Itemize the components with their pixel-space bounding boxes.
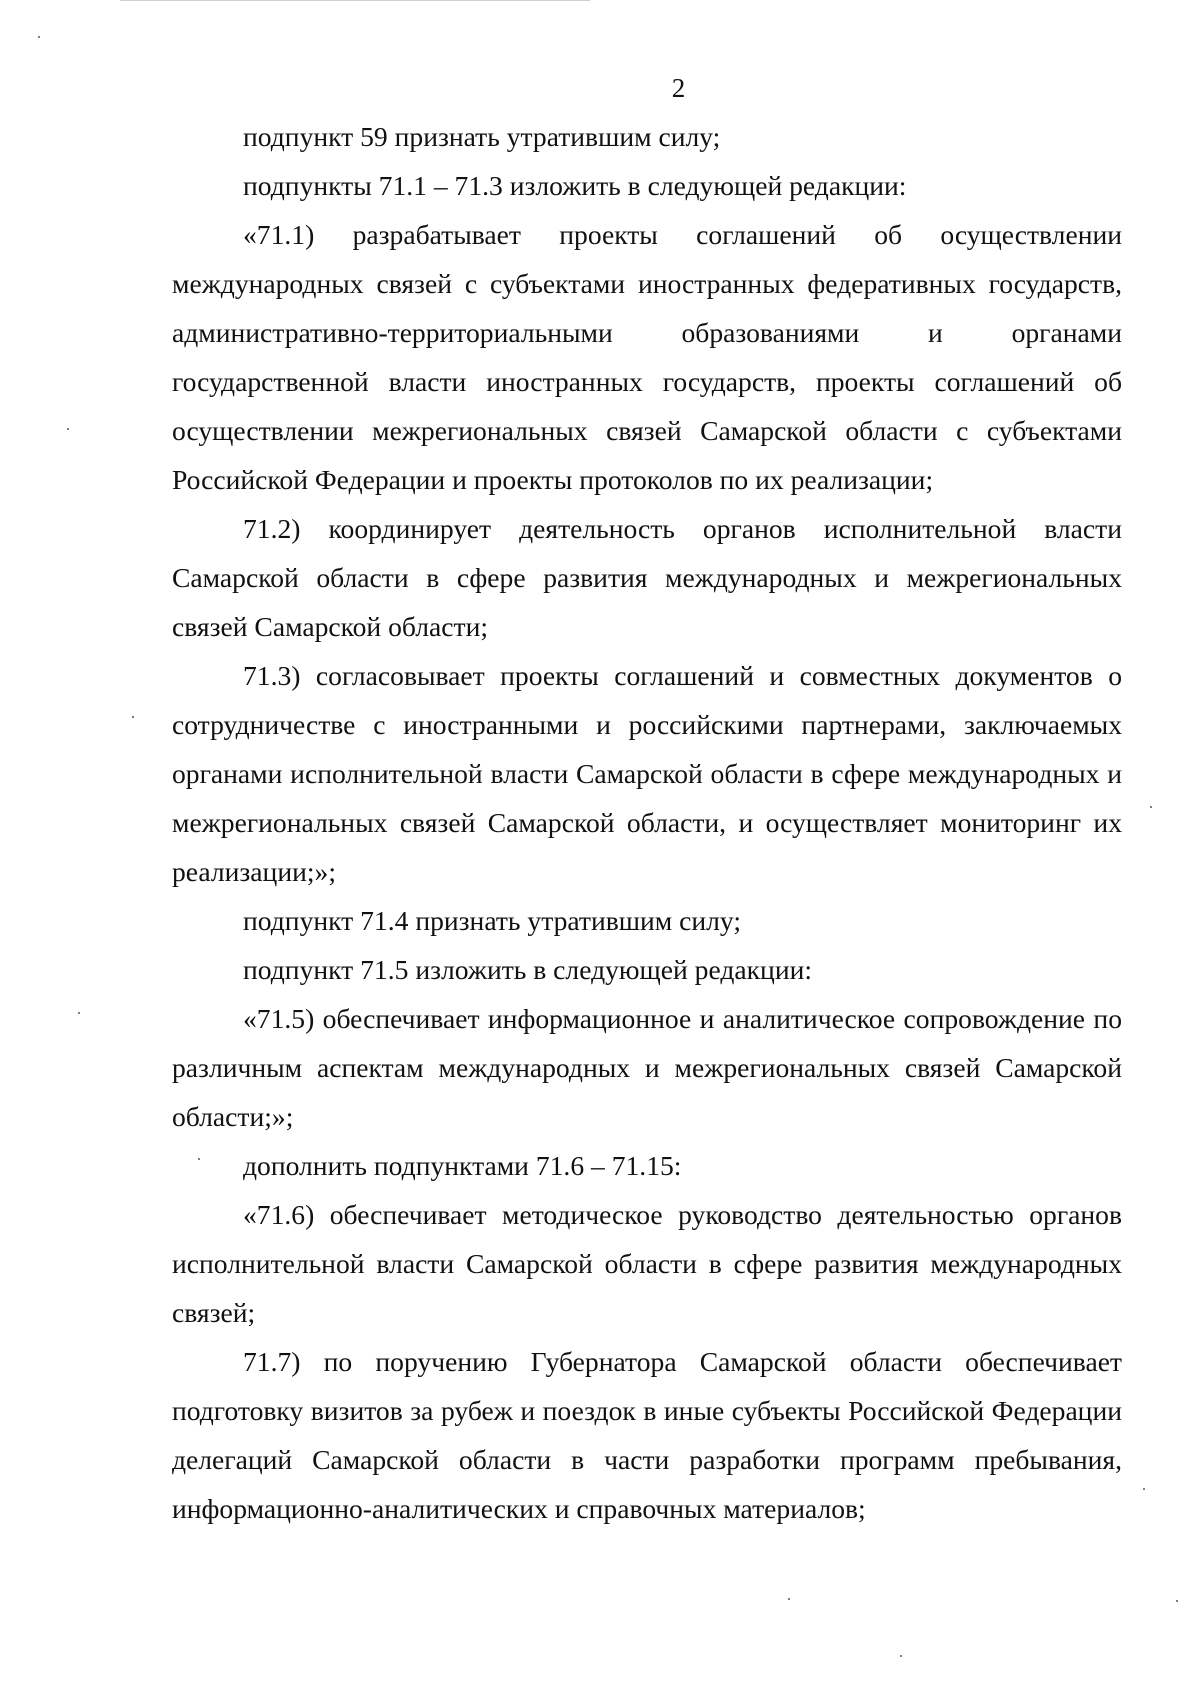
scan-speck <box>1150 806 1152 808</box>
paragraph-71-1: «71.1) разрабатывает проекты соглашений об осуществлении международных связей с субъектами иностранных федеративных государств, административно-территориальными образованиями и органами государственной власти иностранных государств, проекты соглашений об осуществлении межрегиональных связей Самарской области с субъектами Российской Федерации и проекты протоколов по их реализации; <box>172 219 1122 495</box>
scan-speck <box>78 1012 80 1014</box>
scan-speck <box>1176 1600 1178 1602</box>
paragraph-71-6: «71.6) обеспечивает методическое руководство деятельностью органов исполнительной власти Самарской области в сфере развития международных связей; <box>172 1199 1122 1328</box>
paragraph-subpoint-71-4: подпункт 71.4 признать утратившим силу; <box>243 905 742 936</box>
scan-speck <box>198 1158 200 1160</box>
paragraph-71-2: 71.2) координирует деятельность органов исполнительной власти Самарской области в сфере развития международных и межрегиональных связей Самарской области; <box>172 513 1122 642</box>
paragraph-71-3: 71.3) согласовывает проекты соглашений и совместных документов о сотрудничестве с иностранными и российскими партнерами, заключаемых органами исполнительной власти Самарской области в сфере международных и межрегиональных связей Самарской области, и осуществляет мониторинг их реализации;»; <box>172 660 1122 887</box>
scan-edge-line <box>120 0 590 1</box>
paragraph-add-subpoints-intro: дополнить подпунктами 71.6 – 71.15: <box>243 1150 682 1181</box>
paragraph-subpoint-71-5-intro: подпункт 71.5 изложить в следующей редакции: <box>243 954 813 985</box>
scan-speck <box>900 1655 902 1657</box>
scan-speck <box>38 36 40 38</box>
scan-speck <box>1143 1488 1145 1490</box>
scan-speck <box>67 428 69 430</box>
document-body <box>172 112 1122 1533</box>
paragraph-subpoints-71-1-71-3-intro: подпункты 71.1 – 71.3 изложить в следующей редакции: <box>243 170 907 201</box>
scan-speck <box>132 716 134 718</box>
paragraph-71-5: «71.5) обеспечивает информационное и аналитическое сопровождение по различным аспектам международных и межрегиональных связей Самарской области;»; <box>172 1003 1122 1132</box>
paragraph-subpoint-59: подпункт 59 признать утратившим силу; <box>243 121 721 152</box>
scan-speck <box>788 1598 790 1600</box>
page-number: 2 <box>671 73 686 103</box>
paragraph-71-7: 71.7) по поручению Губернатора Самарской области обеспечивает подготовку визитов за рубеж и поездок в иные субъекты Российской Федерации делегаций Самарской области в части разработки программ пребывания, информационно-аналитических и справочных материалов; <box>172 1346 1122 1524</box>
